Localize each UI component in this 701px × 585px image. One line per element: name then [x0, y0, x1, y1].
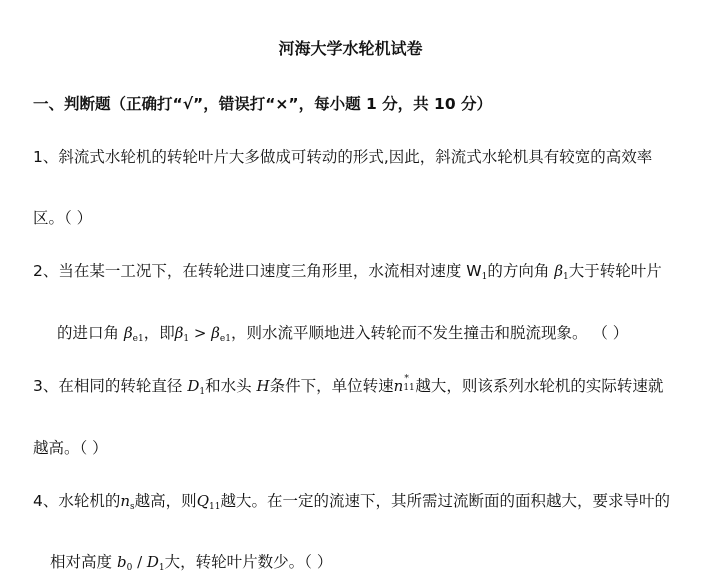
q11-symbol: Q — [196, 492, 209, 510]
q2-text-c: 大于转轮叶片 — [568, 262, 662, 280]
d1-subscript-q4: 1 — [158, 563, 165, 573]
q2-text-f: ，则水流平顺地进入转轮而不发生撞击和脱流现象。 （ ） — [230, 324, 629, 342]
beta-1-subscript: 1 — [183, 334, 190, 344]
b0-subscript: 0 — [126, 563, 133, 573]
beta-e-symbol-2: β — [211, 324, 220, 342]
q4-text-b: 越高，则 — [134, 492, 197, 510]
ns-symbol: n — [120, 492, 131, 510]
greater-than: > — [189, 324, 212, 342]
section-heading: 一、判断题（正确打“√”，错误打“×”，每小题 1 分，共 10 分） — [33, 95, 493, 113]
q4-text-d: 相对高度 — [50, 553, 113, 571]
w-subscript: 1 — [481, 272, 488, 282]
question-2-line-2 — [57, 323, 628, 349]
slash: / — [132, 553, 147, 571]
ns-subscript: s — [130, 502, 135, 512]
question-1-line-2: 区。（ ） — [33, 209, 93, 227]
beta-subscript: 1 — [562, 272, 569, 282]
n11-symbol: n — [393, 377, 404, 395]
q2-text-d: 的进口角 — [57, 324, 120, 342]
beta-e-symbol: β — [123, 324, 133, 342]
d1-symbol: D — [187, 377, 200, 395]
d1-subscript: 1 — [199, 387, 206, 397]
q2-text-a: 2、当在某一工况下，在转轮进口速度三角形里，水流相对速度 W — [33, 262, 482, 280]
q3-text-b: 和水头 — [205, 377, 252, 395]
n11-subscript: 11 — [403, 383, 415, 393]
q11-subscript: 11 — [209, 502, 221, 512]
n11-superscript: * — [404, 374, 409, 384]
beta-e-subscript-2: e1 — [219, 334, 231, 344]
q4-text-a: 4、水轮机的 — [33, 492, 121, 510]
q4-text-e: 大，转轮叶片数少。（ ） — [164, 553, 333, 571]
question-2-line-1 — [33, 261, 662, 287]
q3-text-d: 越大，则该系列水轮机的实际转速就 — [415, 377, 664, 395]
question-3-line-1 — [33, 376, 663, 402]
q3-text-a: 3、在相同的转轮直径 — [33, 377, 183, 395]
q4-text-c: 越大。在一定的流速下，其所需过流断面的面积越大，要求导叶的 — [220, 492, 670, 510]
question-1-line-1: 1、斜流式水轮机的转轮叶片大多做成可转动的形式,因此，斜流式水轮机具有较宽的高效率 — [33, 148, 653, 166]
beta-symbol: β — [554, 262, 563, 280]
b0-symbol: b — [116, 553, 127, 571]
q2-text-e: ，即 — [143, 324, 175, 342]
beta-e-subscript: e1 — [132, 334, 144, 344]
h-symbol: H — [256, 377, 270, 395]
beta-1-symbol: β — [174, 324, 184, 342]
n11-scripts — [403, 374, 415, 393]
q2-text-b: 的方向角 — [487, 262, 550, 280]
exam-title: 河海大学水轮机试卷 — [278, 39, 423, 58]
q3-text-c: 条件下，单位转速 — [269, 377, 394, 395]
d1-symbol-q4: D — [146, 553, 159, 571]
question-4-line-2 — [50, 552, 332, 578]
question-4-line-1 — [33, 491, 670, 517]
question-3-line-2: 越高。（ ） — [33, 439, 108, 457]
